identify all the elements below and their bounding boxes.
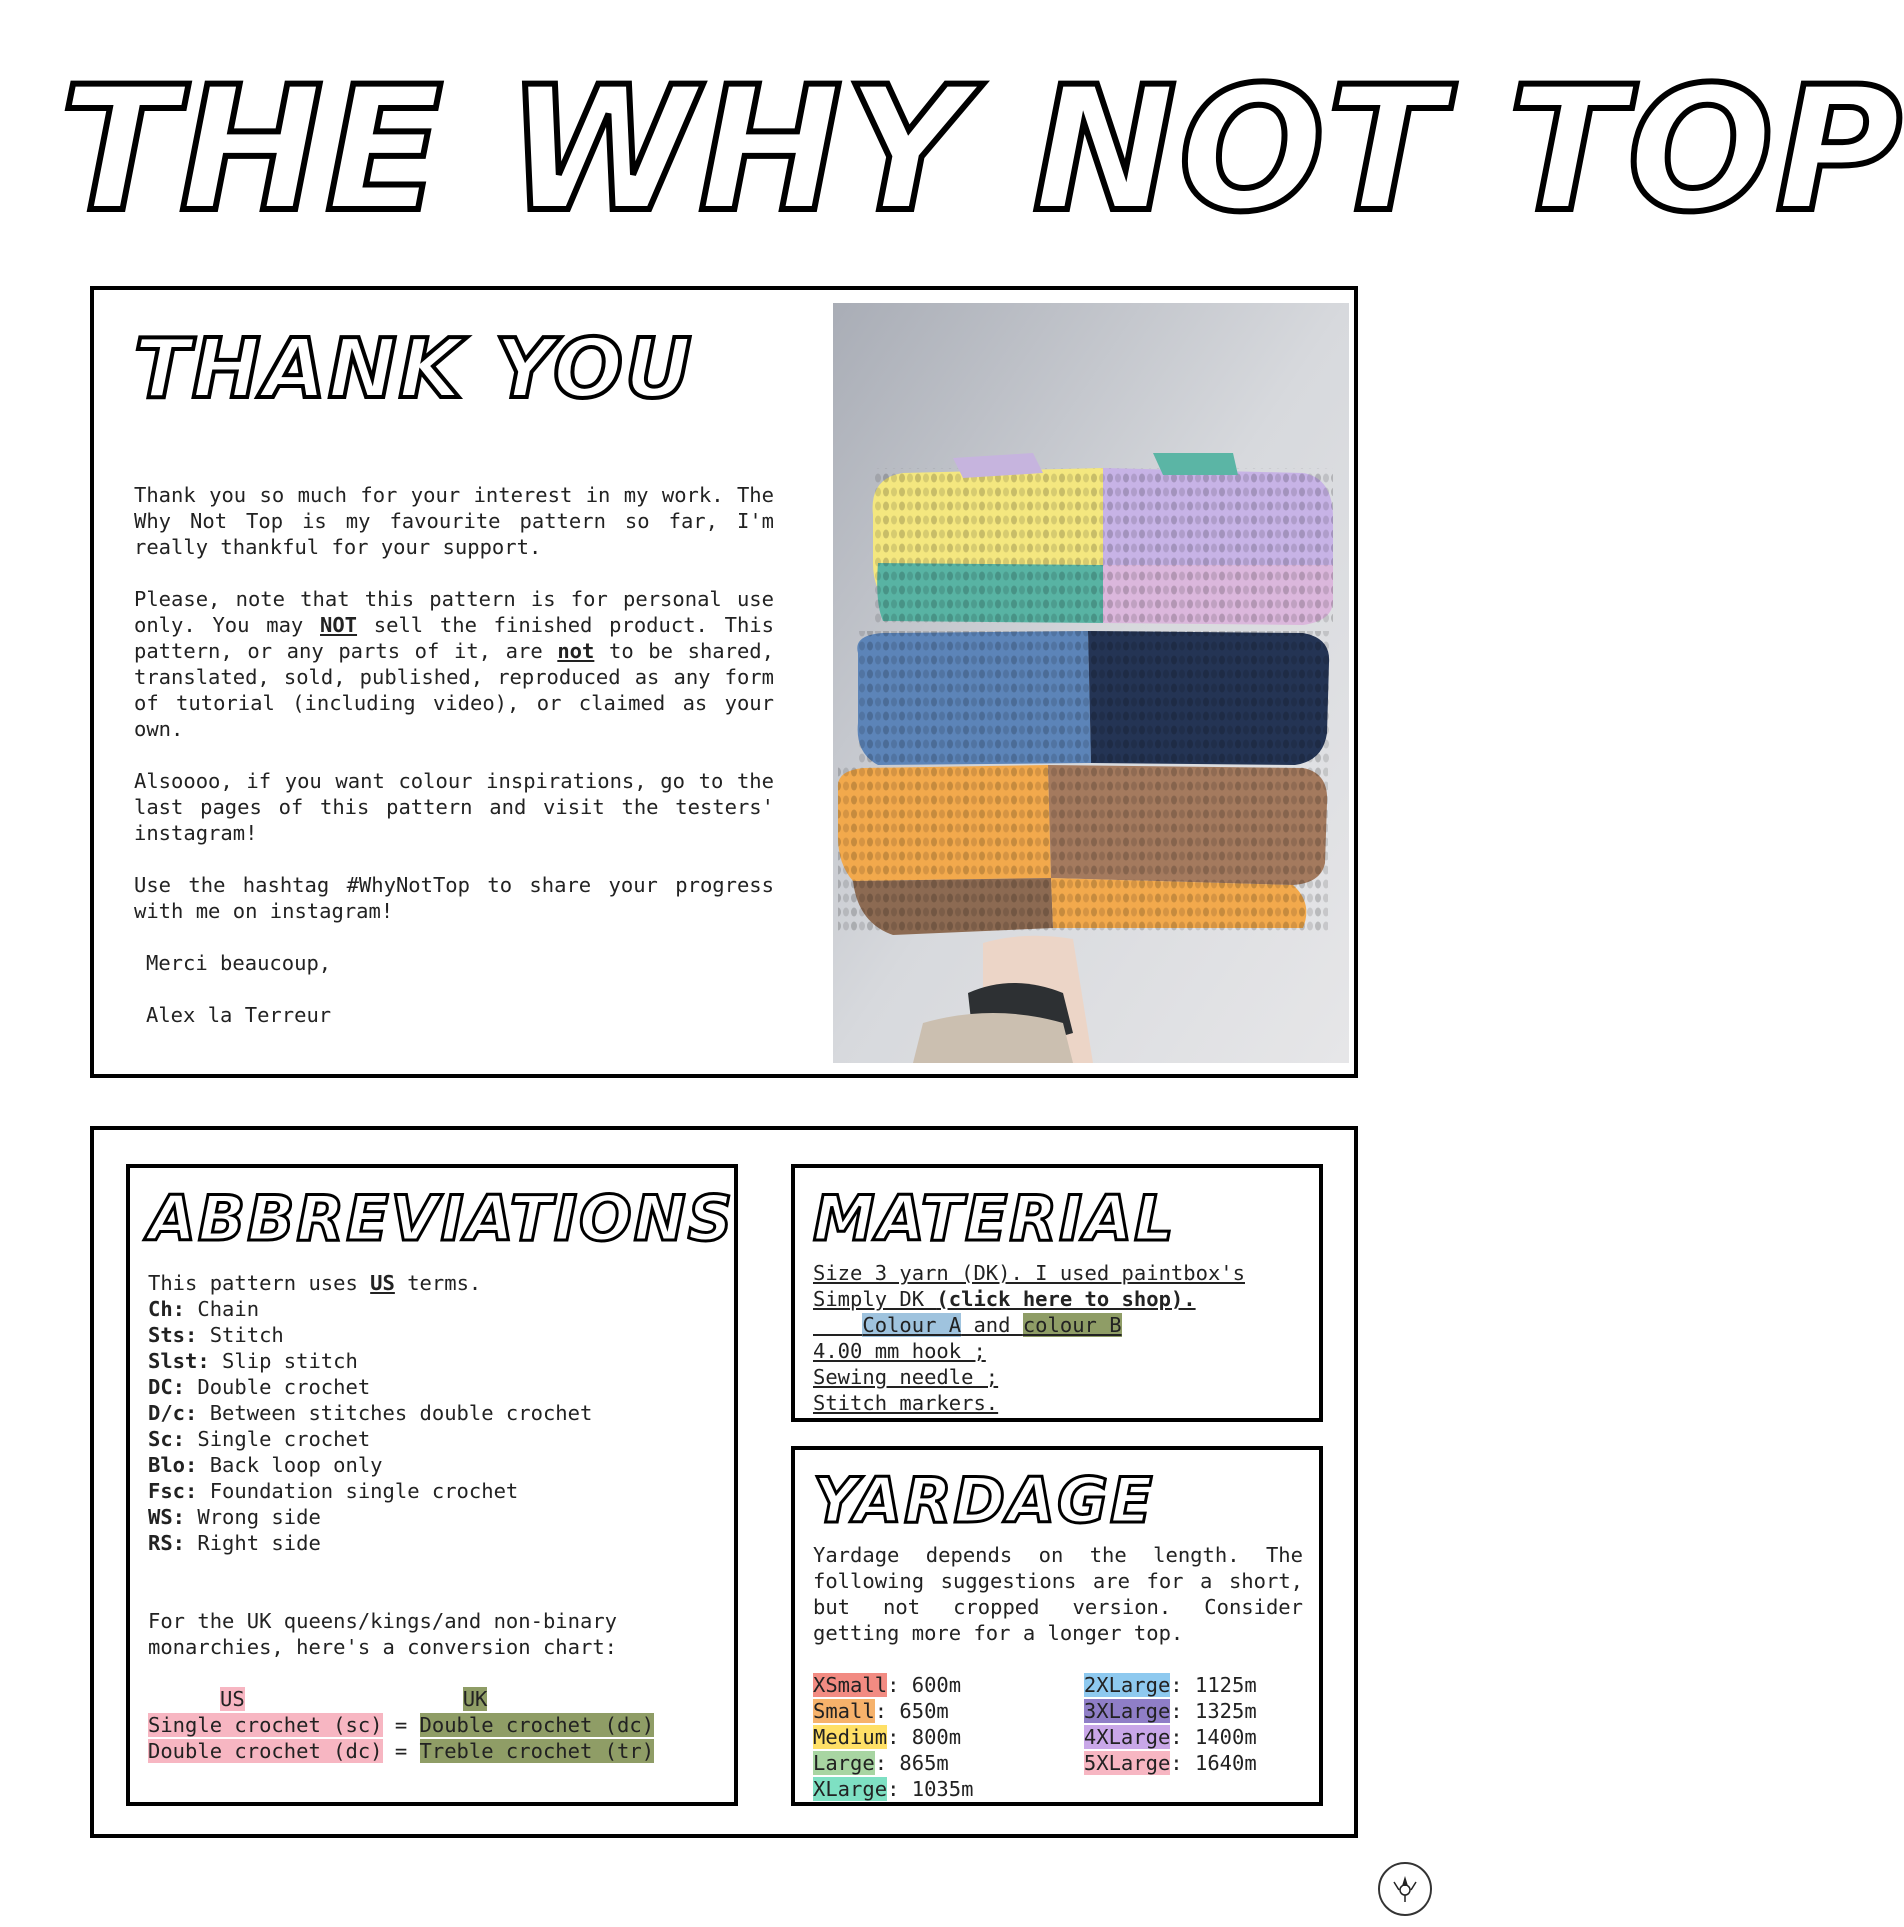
abbreviations-heading: ABBREVIATIONS [148, 1182, 735, 1255]
thank-you-paragraph-2 [134, 586, 774, 742]
us-column-header: US [220, 1687, 245, 1711]
us-terms-emphasis: US [370, 1271, 395, 1295]
abbreviation-meaning: Foundation single crochet [197, 1479, 519, 1503]
shop-link[interactable]: (click here to shop). [936, 1287, 1196, 1311]
thank-you-paragraph-3: Alsoooo, if you want colour inspirations, go to the last pages of this pattern and visit the testers' instagram! [134, 769, 774, 845]
text-span: Simply DK [813, 1287, 937, 1311]
thank-you-paragraph-1: Thank you so much for your interest in my work. The Why Not Top is my favourite pattern so far, I'm really thankful for your support. [134, 483, 774, 559]
text-span: terms. [394, 1271, 482, 1295]
abbreviation: Slst: [148, 1349, 210, 1373]
abbreviation: RS: [148, 1531, 186, 1555]
uk-column-header: UK [462, 1687, 488, 1711]
yardage-column-2 [1084, 1672, 1303, 1802]
text-span: to be shared, translated, sold, published, reproduced as any form of tutorial (including video), or claimed as your own. [134, 639, 774, 741]
yardage-column-1 [813, 1672, 1084, 1802]
abbreviations-box [126, 1164, 738, 1806]
yardage-row [1084, 1672, 1303, 1698]
abbreviation-meaning: Between stitches double crochet [197, 1401, 593, 1425]
abbreviation: Fsc: [148, 1479, 198, 1503]
abbreviation-meaning: Chain [185, 1297, 260, 1321]
yardage-amount: : 800m [887, 1725, 962, 1749]
abbreviation-meaning: Slip stitch [209, 1349, 358, 1373]
conversion-row [148, 1738, 718, 1764]
yardage-content [813, 1542, 1303, 1802]
abbreviation-meaning: Double crochet [185, 1375, 371, 1399]
abbreviation-meaning: Wrong side [185, 1505, 321, 1529]
abbreviation: Ch: [148, 1297, 186, 1321]
yardage-row [1084, 1724, 1303, 1750]
yardage-heading: YARDAGE [813, 1464, 1155, 1537]
text-span: Please, note that this pattern is for personal use only. You may [134, 587, 774, 637]
equals-sign: = [382, 1739, 420, 1763]
conversion-row [148, 1712, 718, 1738]
material-box [791, 1164, 1323, 1422]
size-label: 3XLarge [1083, 1699, 1171, 1723]
abbreviation-meaning: Right side [185, 1531, 321, 1555]
conversion-chart [148, 1686, 718, 1764]
needle-line: Sewing needle ; [813, 1365, 999, 1389]
abbreviation-meaning: Back loop only [197, 1453, 383, 1477]
yardage-amount: : 1640m [1170, 1751, 1257, 1775]
abbreviation: Sts: [148, 1323, 198, 1347]
yardage-amount: : 1125m [1170, 1673, 1257, 1697]
emphasis-not: NOT [320, 613, 358, 637]
abbreviation-row [148, 1478, 718, 1504]
yardage-box [791, 1446, 1323, 1806]
yardage-row [813, 1672, 1084, 1698]
abbreviation-row [148, 1504, 718, 1530]
us-term: Double crochet (dc) [148, 1739, 383, 1763]
yardage-row [813, 1776, 1084, 1802]
abbreviation-row [148, 1296, 718, 1322]
text-span: This pattern uses [148, 1271, 371, 1295]
thank-you-panel [90, 286, 1358, 1078]
yardage-amount: : 1400m [1170, 1725, 1257, 1749]
abbreviation-row [148, 1374, 718, 1400]
uk-term: Treble crochet (tr) [419, 1739, 655, 1763]
yardage-description: Yardage depends on the length. The following suggestions are for a short, but not cropped version. Consider getting more for a longer top. [813, 1543, 1303, 1645]
abbreviation: D/c: [148, 1401, 198, 1425]
abbreviation-row [148, 1348, 718, 1374]
yardage-row [1084, 1698, 1303, 1724]
yardage-row [813, 1750, 1084, 1776]
material-heading: MATERIAL [813, 1182, 1176, 1255]
yardage-row [1084, 1750, 1303, 1776]
conversion-intro: For the UK queens/kings/and non-binary monarchies, here's a conversion chart: [148, 1609, 617, 1659]
yardage-table [813, 1672, 1303, 1802]
sign-off: Merci beaucoup, [146, 951, 332, 975]
thank-you-paragraph-4: Use the hashtag #WhyNotTop to share your progress with me on instagram! [134, 873, 774, 923]
colour-b-label: colour B [1022, 1313, 1122, 1337]
abbreviation-meaning: Stitch [197, 1323, 284, 1347]
stacked-tops-illustration [833, 303, 1349, 1063]
terms-note [148, 1270, 718, 1296]
abbreviation-row [148, 1322, 718, 1348]
yarn-line: Size 3 yarn (DK). I used paintbox's [813, 1261, 1245, 1285]
indent [813, 1313, 862, 1337]
uk-term: Double crochet (dc) [419, 1713, 655, 1737]
product-photo [833, 303, 1349, 1063]
yardage-amount: : 600m [887, 1673, 962, 1697]
brand-logo [1378, 1862, 1432, 1916]
logo-mark-icon [1380, 1864, 1430, 1914]
abbreviation: DC: [148, 1375, 186, 1399]
equals-sign: = [382, 1713, 420, 1737]
yardage-amount: : 865m [874, 1751, 949, 1775]
abbreviation-row [148, 1452, 718, 1478]
hook-line: 4.00 mm hook ; [813, 1339, 986, 1363]
yardage-row [813, 1724, 1084, 1750]
size-label: Medium [813, 1725, 888, 1749]
thank-you-text [134, 482, 774, 1054]
material-list [813, 1260, 1303, 1416]
size-label: 5XLarge [1083, 1751, 1171, 1775]
text-span: and [961, 1313, 1023, 1337]
size-label: XSmall [813, 1673, 888, 1697]
size-label: 2XLarge [1083, 1673, 1171, 1697]
abbreviation-row [148, 1426, 718, 1452]
page-title: THE WHY NOT TOP [60, 49, 1904, 250]
markers-line: Stitch markers. [813, 1391, 999, 1415]
yardage-row [813, 1698, 1084, 1724]
colour-line [813, 1312, 1303, 1338]
abbreviation-row [148, 1400, 718, 1426]
us-term: Single crochet (sc) [148, 1713, 383, 1737]
yardage-amount: : 1035m [887, 1777, 974, 1801]
signature: Alex la Terreur [146, 1003, 332, 1027]
thank-you-heading: THANK YOU [134, 322, 694, 417]
abbreviation: Blo: [148, 1453, 198, 1477]
size-label: 4XLarge [1083, 1725, 1171, 1749]
text-span: sell the finished product. This pattern, or any parts of it, are [134, 613, 774, 663]
abbreviations-list [148, 1270, 718, 1764]
abbreviation: Sc: [148, 1427, 186, 1451]
abbreviation-meaning: Single crochet [185, 1427, 371, 1451]
abbreviation-row [148, 1530, 718, 1556]
yardage-amount: : 1325m [1170, 1699, 1257, 1723]
colour-a-label: Colour A [862, 1313, 962, 1337]
size-label: XLarge [813, 1777, 888, 1801]
yardage-amount: : 650m [874, 1699, 949, 1723]
conversion-header [148, 1686, 718, 1712]
size-label: Small [813, 1699, 875, 1723]
size-label: Large [813, 1751, 875, 1775]
yarn-line-2 [813, 1286, 1303, 1312]
abbreviation: WS: [148, 1505, 186, 1529]
emphasis-not: not [557, 639, 595, 663]
details-panel [90, 1126, 1358, 1838]
